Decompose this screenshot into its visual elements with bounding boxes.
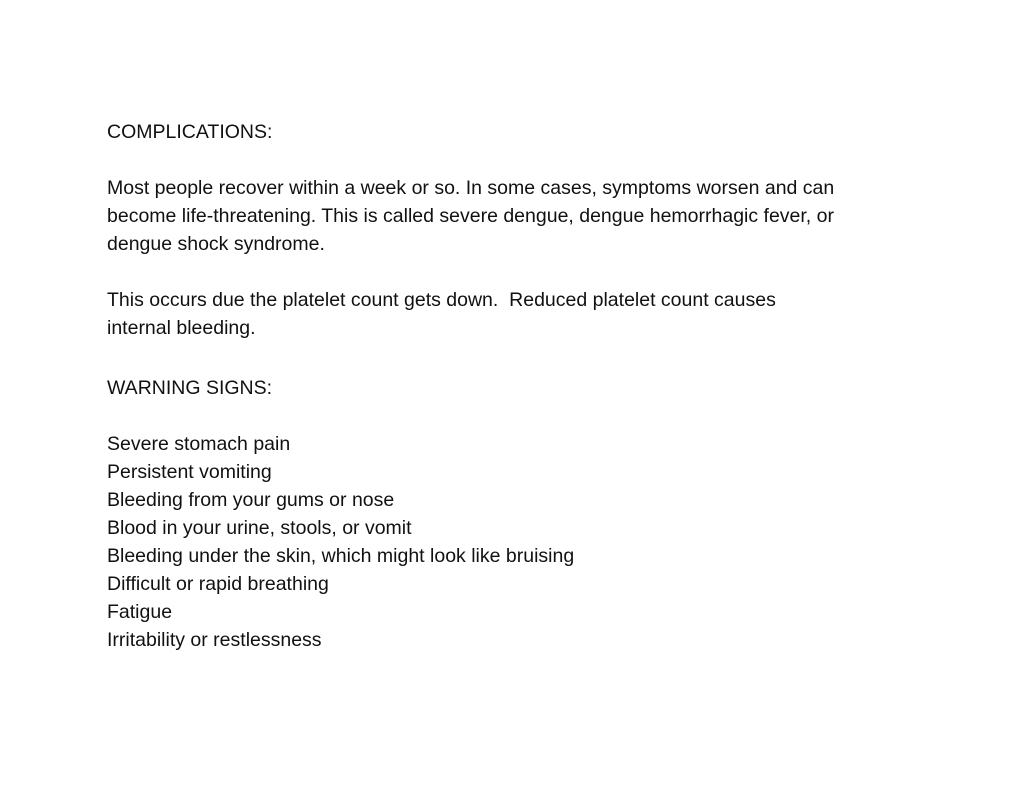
spacer xyxy=(107,402,927,430)
document-content xyxy=(107,118,927,654)
complications-paragraph-1 xyxy=(107,174,927,258)
list-item: Bleeding from your gums or nose xyxy=(107,489,395,511)
list-item: Persistent vomiting xyxy=(107,461,272,483)
paragraph-line: become life-threatening. This is called severe dengue, dengue hemorrhagic fever, or xyxy=(107,205,834,227)
complications-heading: COMPLICATIONS: xyxy=(107,121,273,143)
paragraph-line: internal bleeding. xyxy=(107,317,256,339)
spacer xyxy=(107,146,927,174)
warning-signs-list xyxy=(107,430,927,654)
spacer xyxy=(107,258,927,286)
paragraph-line: Most people recover within a week or so. In some cases, symptoms worsen and can xyxy=(107,177,835,199)
list-item: Blood in your urine, stools, or vomit xyxy=(107,517,412,539)
spacer xyxy=(107,342,927,374)
list-item: Severe stomach pain xyxy=(107,433,291,455)
complications-paragraph-2 xyxy=(107,286,927,342)
paragraph-line: dengue shock syndrome. xyxy=(107,233,325,255)
list-item: Fatigue xyxy=(107,601,173,623)
list-item: Irritability or restlessness xyxy=(107,629,322,651)
warning-signs-heading: WARNING SIGNS: xyxy=(107,377,273,399)
paragraph-line: This occurs due the platelet count gets down. Reduced platelet count causes xyxy=(107,289,776,311)
list-item: Bleeding under the skin, which might look like bruising xyxy=(107,545,575,567)
list-item: Difficult or rapid breathing xyxy=(107,573,329,595)
